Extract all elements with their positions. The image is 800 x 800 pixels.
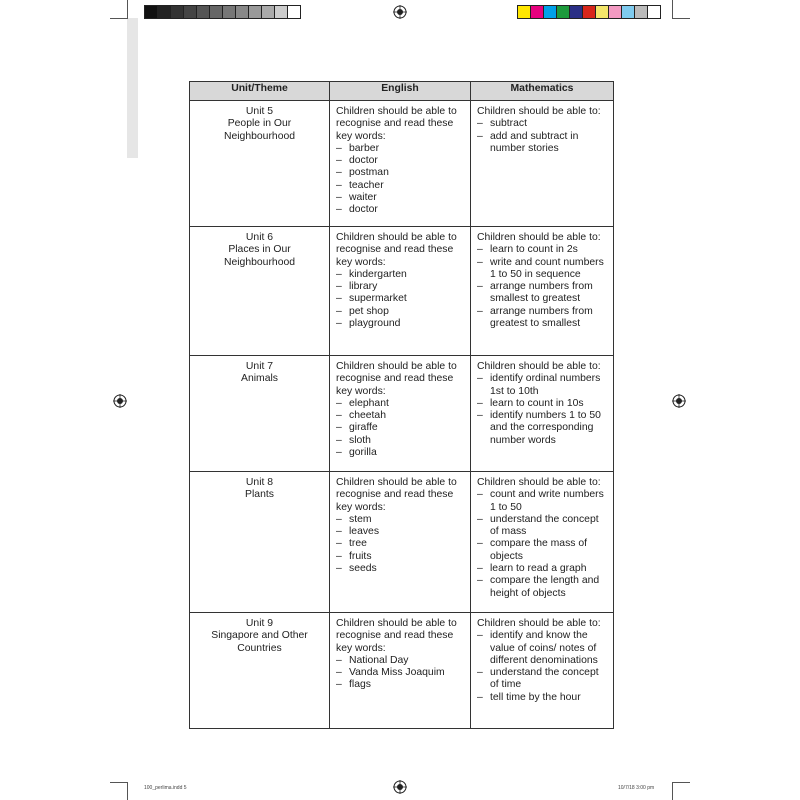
column-header-unit-theme: Unit/Theme	[190, 82, 330, 101]
unit-theme: Places in Our Neighbourhood	[223, 244, 296, 268]
unit-cell	[190, 472, 330, 613]
math-skill: – identify numbers 1 to 50 and the corresponding number words	[477, 410, 607, 447]
crop-mark	[110, 18, 128, 19]
key-word-list	[336, 269, 464, 330]
key-word: – pet shop	[336, 306, 464, 318]
english-cell	[330, 356, 471, 472]
math-skill-list	[477, 118, 607, 155]
key-word: – supermarket	[336, 293, 464, 305]
math-skill: – arrange numbers from greatest to smallest	[477, 306, 607, 331]
math-intro: Children should be able to:	[477, 477, 601, 488]
math-intro: Children should be able to:	[477, 361, 601, 372]
unit-number: Unit 9	[245, 618, 274, 629]
key-word: – library	[336, 281, 464, 293]
math-cell	[471, 227, 614, 356]
unit-number: Unit 6	[245, 232, 274, 243]
key-word: – doctor	[336, 155, 464, 167]
math-skill: – arrange numbers from smallest to greatest	[477, 281, 607, 306]
math-skill: – identify ordinal numbers 1st to 10th	[477, 373, 607, 398]
grayscale-bar	[144, 5, 301, 19]
math-skill: – add and subtract in number stories	[477, 131, 607, 156]
date-slug: 10/7/18 3:00 pm	[618, 785, 655, 791]
file-slug: 100_perlima.indd 5	[144, 785, 187, 791]
math-skill: – write and count numbers 1 to 50 in sequence	[477, 257, 607, 282]
key-word: – cheetah	[336, 410, 464, 422]
table-row	[190, 227, 614, 356]
math-cell	[471, 613, 614, 729]
key-word: – waiter	[336, 192, 464, 204]
key-word: – seeds	[336, 563, 464, 575]
math-skill: – learn to read a graph	[477, 563, 607, 575]
math-skill: – identify and know the value of coins/ notes of different denominations	[477, 630, 607, 667]
unit-number: Unit 8	[245, 477, 274, 488]
math-intro: Children should be able to:	[477, 618, 601, 629]
math-skill-list	[477, 630, 607, 704]
math-skill: – tell time by the hour	[477, 692, 607, 704]
key-word: – leaves	[336, 526, 464, 538]
registration-mark-icon	[393, 5, 407, 19]
key-word: – playground	[336, 318, 464, 330]
table-row	[190, 356, 614, 472]
crop-mark	[672, 782, 673, 800]
unit-cell	[190, 227, 330, 356]
math-skill: – compare the mass of objects	[477, 538, 607, 563]
math-skill: – understand the concept of mass	[477, 514, 607, 539]
key-word: – giraffe	[336, 422, 464, 434]
registration-mark-icon	[672, 394, 686, 408]
math-intro: Children should be able to:	[477, 232, 601, 243]
math-skill-list	[477, 489, 607, 600]
color-bar	[517, 5, 661, 19]
math-cell	[471, 356, 614, 472]
math-skill: – compare the length and height of objects	[477, 575, 607, 600]
table-row	[190, 613, 614, 729]
crop-mark	[127, 782, 128, 800]
crop-mark	[672, 782, 690, 783]
curriculum-table	[189, 81, 614, 729]
key-word: – postman	[336, 167, 464, 179]
unit-cell	[190, 613, 330, 729]
english-cell	[330, 227, 471, 356]
math-skill: – subtract	[477, 118, 607, 130]
crop-mark	[672, 18, 690, 19]
unit-theme: Singapore and Other Countries	[211, 630, 308, 654]
unit-number: Unit 5	[245, 106, 274, 117]
math-intro: Children should be able to:	[477, 106, 601, 117]
crop-mark	[127, 0, 128, 18]
table-header-row	[190, 82, 614, 101]
key-word: – gorilla	[336, 447, 464, 459]
key-word-list	[336, 655, 464, 692]
key-word: – Vanda Miss Joaquim	[336, 667, 464, 679]
english-cell	[330, 613, 471, 729]
crop-mark	[672, 0, 673, 18]
math-skill-list	[477, 244, 607, 330]
english-intro: Children should be able to recognise and read these key words:	[336, 232, 457, 268]
key-word: – elephant	[336, 398, 464, 410]
math-skill: – understand the concept of time	[477, 667, 607, 692]
key-word: – barber	[336, 143, 464, 155]
key-word: – doctor	[336, 204, 464, 216]
english-cell	[330, 101, 471, 227]
key-word: – tree	[336, 538, 464, 550]
math-cell	[471, 101, 614, 227]
math-skill: – learn to count in 10s	[477, 398, 607, 410]
key-word-list	[336, 143, 464, 217]
key-word: – flags	[336, 679, 464, 691]
unit-cell	[190, 356, 330, 472]
table-row	[190, 472, 614, 613]
key-word: – stem	[336, 514, 464, 526]
column-header-mathematics: Mathematics	[471, 82, 614, 101]
crop-mark	[110, 782, 128, 783]
english-intro: Children should be able to recognise and read these key words:	[336, 618, 457, 654]
key-word: – fruits	[336, 551, 464, 563]
english-cell	[330, 472, 471, 613]
unit-theme: People in Our Neighbourhood	[223, 118, 296, 142]
english-intro: Children should be able to recognise and read these key words:	[336, 106, 457, 142]
math-skill: – learn to count in 2s	[477, 244, 607, 256]
key-word: – sloth	[336, 435, 464, 447]
math-skill: – count and write numbers 1 to 50	[477, 489, 607, 514]
registration-mark-icon	[393, 780, 407, 794]
key-word: – kindergarten	[336, 269, 464, 281]
column-header-english: English	[330, 82, 471, 101]
key-word-list	[336, 514, 464, 575]
key-word: – teacher	[336, 180, 464, 192]
unit-theme: Plants	[245, 489, 274, 501]
side-strip	[127, 18, 138, 158]
math-skill-list	[477, 373, 607, 447]
key-word: – National Day	[336, 655, 464, 667]
unit-theme: Animals	[241, 373, 278, 385]
english-intro: Children should be able to recognise and read these key words:	[336, 477, 457, 513]
table-row	[190, 101, 614, 227]
math-cell	[471, 472, 614, 613]
unit-number: Unit 7	[245, 361, 274, 372]
registration-mark-icon	[113, 394, 127, 408]
key-word-list	[336, 398, 464, 459]
english-intro: Children should be able to recognise and read these key words:	[336, 361, 457, 397]
unit-cell	[190, 101, 330, 227]
